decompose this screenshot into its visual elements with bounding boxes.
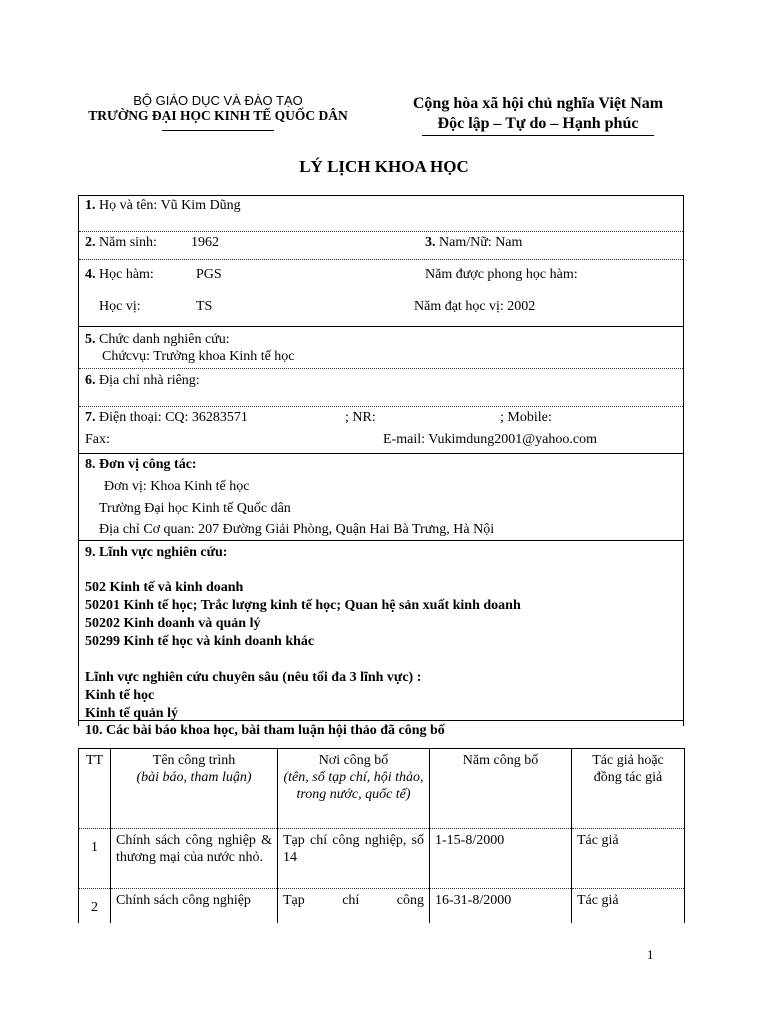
row-venue: Tạp chí công nghiệp, số 14 xyxy=(278,829,430,889)
header-work-title: Tên công trình xyxy=(152,753,236,768)
school-name: TRƯỜNG ĐẠI HỌC KINH TẾ QUỐC DÂN xyxy=(88,108,348,123)
home-address-label: Địa chỉ nhà riêng: xyxy=(99,373,200,388)
national-motto: Độc lập – Tự do – Hạnh phúc xyxy=(437,115,639,132)
section-contact xyxy=(79,406,683,454)
header-tt: TT xyxy=(79,749,111,829)
rank-label: Học hàm: xyxy=(99,267,154,282)
email: E-mail: Vukimdung2001@yahoo.com xyxy=(383,432,597,447)
section-publications xyxy=(79,720,683,738)
specialized-field: Kinh tế học xyxy=(85,688,155,703)
workplace-heading: 8. Đơn vị công tác: xyxy=(85,457,197,472)
document-title: LÝ LỊCH KHOA HỌC xyxy=(299,157,469,176)
section-research-fields xyxy=(79,540,683,721)
gender: Nam/Nữ: Nam xyxy=(439,235,523,250)
row-year: 1-15-8/2000 xyxy=(430,829,572,889)
current-position: Chứcvụ: Trưởng khoa Kinh tế học xyxy=(102,349,295,364)
mobile-label: ; Mobile: xyxy=(500,410,552,425)
field-item: 50202 Kinh doanh và quản lý xyxy=(85,616,261,631)
section-full-name xyxy=(79,196,683,231)
research-title-label: Chức danh nghiên cứu: xyxy=(99,332,230,347)
degree-label: Học vị: xyxy=(99,299,141,314)
header-venue-title: Nơi công bố xyxy=(318,753,389,768)
table-header-row xyxy=(79,749,685,829)
fax-label: Fax: xyxy=(85,432,110,447)
table-row xyxy=(79,829,685,889)
degree-year: Năm đạt học vị: 2002 xyxy=(414,299,536,314)
section-number: 7. xyxy=(85,410,96,425)
motto-underline xyxy=(422,135,654,136)
section-academic-rank xyxy=(79,259,683,327)
publications-heading: 10. Các bài báo khoa học, bài tham luận hội thảo đã công bố xyxy=(85,723,445,738)
office-phone: Điện thoại: CQ: 36283571 xyxy=(99,410,248,425)
row-author: Tác giả xyxy=(572,889,685,923)
rank-year-label: Năm được phong học hàm: xyxy=(425,267,578,282)
academic-rank: PGS xyxy=(196,267,222,282)
republic-name: Cộng hòa xã hội chủ nghĩa Việt Nam xyxy=(412,95,664,112)
birth-year: 1962 xyxy=(191,235,219,250)
row-tt: 1 xyxy=(79,829,111,889)
row-year: 16-31-8/2000 xyxy=(430,889,572,923)
specialized-fields-heading: Lĩnh vực nghiên cứu chuyên sâu (nêu tối đa 3 lĩnh vực) : xyxy=(85,670,422,685)
full-name: Họ và tên: Vũ Kim Dũng xyxy=(99,198,241,213)
header-venue xyxy=(278,749,430,829)
section-research-title xyxy=(79,326,683,369)
header-work xyxy=(111,749,278,829)
profile-form xyxy=(78,195,684,738)
section-home-address xyxy=(79,368,683,407)
degree: TS xyxy=(196,299,213,314)
section-number: 3. xyxy=(425,235,436,250)
institution-header xyxy=(82,93,354,131)
section-number: 5. xyxy=(85,332,96,347)
workplace-unit: Đơn vị: Khoa Kinh tế học xyxy=(104,479,250,494)
row-work: Chính sách công nghiệp & thương mại của nước nhỏ. xyxy=(111,829,278,889)
workplace-school: Trường Đại học Kinh tế Quốc dân xyxy=(99,501,291,516)
specialized-field: Kinh tế quản lý xyxy=(85,706,178,721)
row-tt: 2 xyxy=(79,889,111,923)
birth-year-label: Năm sinh: xyxy=(99,235,157,250)
section-number: 4. xyxy=(85,267,96,282)
section-workplace xyxy=(79,453,683,541)
workplace-address: Địa chỉ Cơ quan: 207 Đường Giải Phòng, Quận Hai Bà Trưng, Hà Nội xyxy=(99,522,495,537)
header-venue-note: (tên, số tạp chí, hội thảo, trong nước, quốc tế) xyxy=(283,770,424,802)
research-fields-heading: 9. Lĩnh vực nghiên cứu: xyxy=(85,545,228,560)
national-header xyxy=(388,93,688,136)
header-divider xyxy=(162,130,274,131)
field-item: 50299 Kinh tế học và kinh doanh khác xyxy=(85,634,315,649)
header-author: Tác giả hoặc đồng tác giả xyxy=(572,749,685,829)
publications-table xyxy=(78,748,685,923)
section-number: 6. xyxy=(85,373,96,388)
page-number: 1 xyxy=(647,947,654,962)
section-birth-gender xyxy=(79,231,683,260)
ministry-name: BỘ GIÁO DỤC VÀ ĐÀO TẠO xyxy=(133,93,303,108)
row-work: Chính sách công nghiệp xyxy=(111,889,278,923)
section-number: 2. xyxy=(85,235,96,250)
field-item: 502 Kinh tế và kinh doanh xyxy=(85,580,244,595)
header-work-note: (bài báo, tham luận) xyxy=(136,770,252,785)
header-year: Năm công bố xyxy=(430,749,572,829)
row-author: Tác giả xyxy=(572,829,685,889)
field-item: 50201 Kinh tế học; Trắc lượng kinh tế học; Quan hệ sản xuất kinh doanh xyxy=(85,598,521,613)
home-phone-label: ; NR: xyxy=(345,410,376,425)
section-number: 1. xyxy=(85,198,96,213)
table-row xyxy=(79,889,685,923)
row-venue: Tạp chí công xyxy=(278,889,430,923)
